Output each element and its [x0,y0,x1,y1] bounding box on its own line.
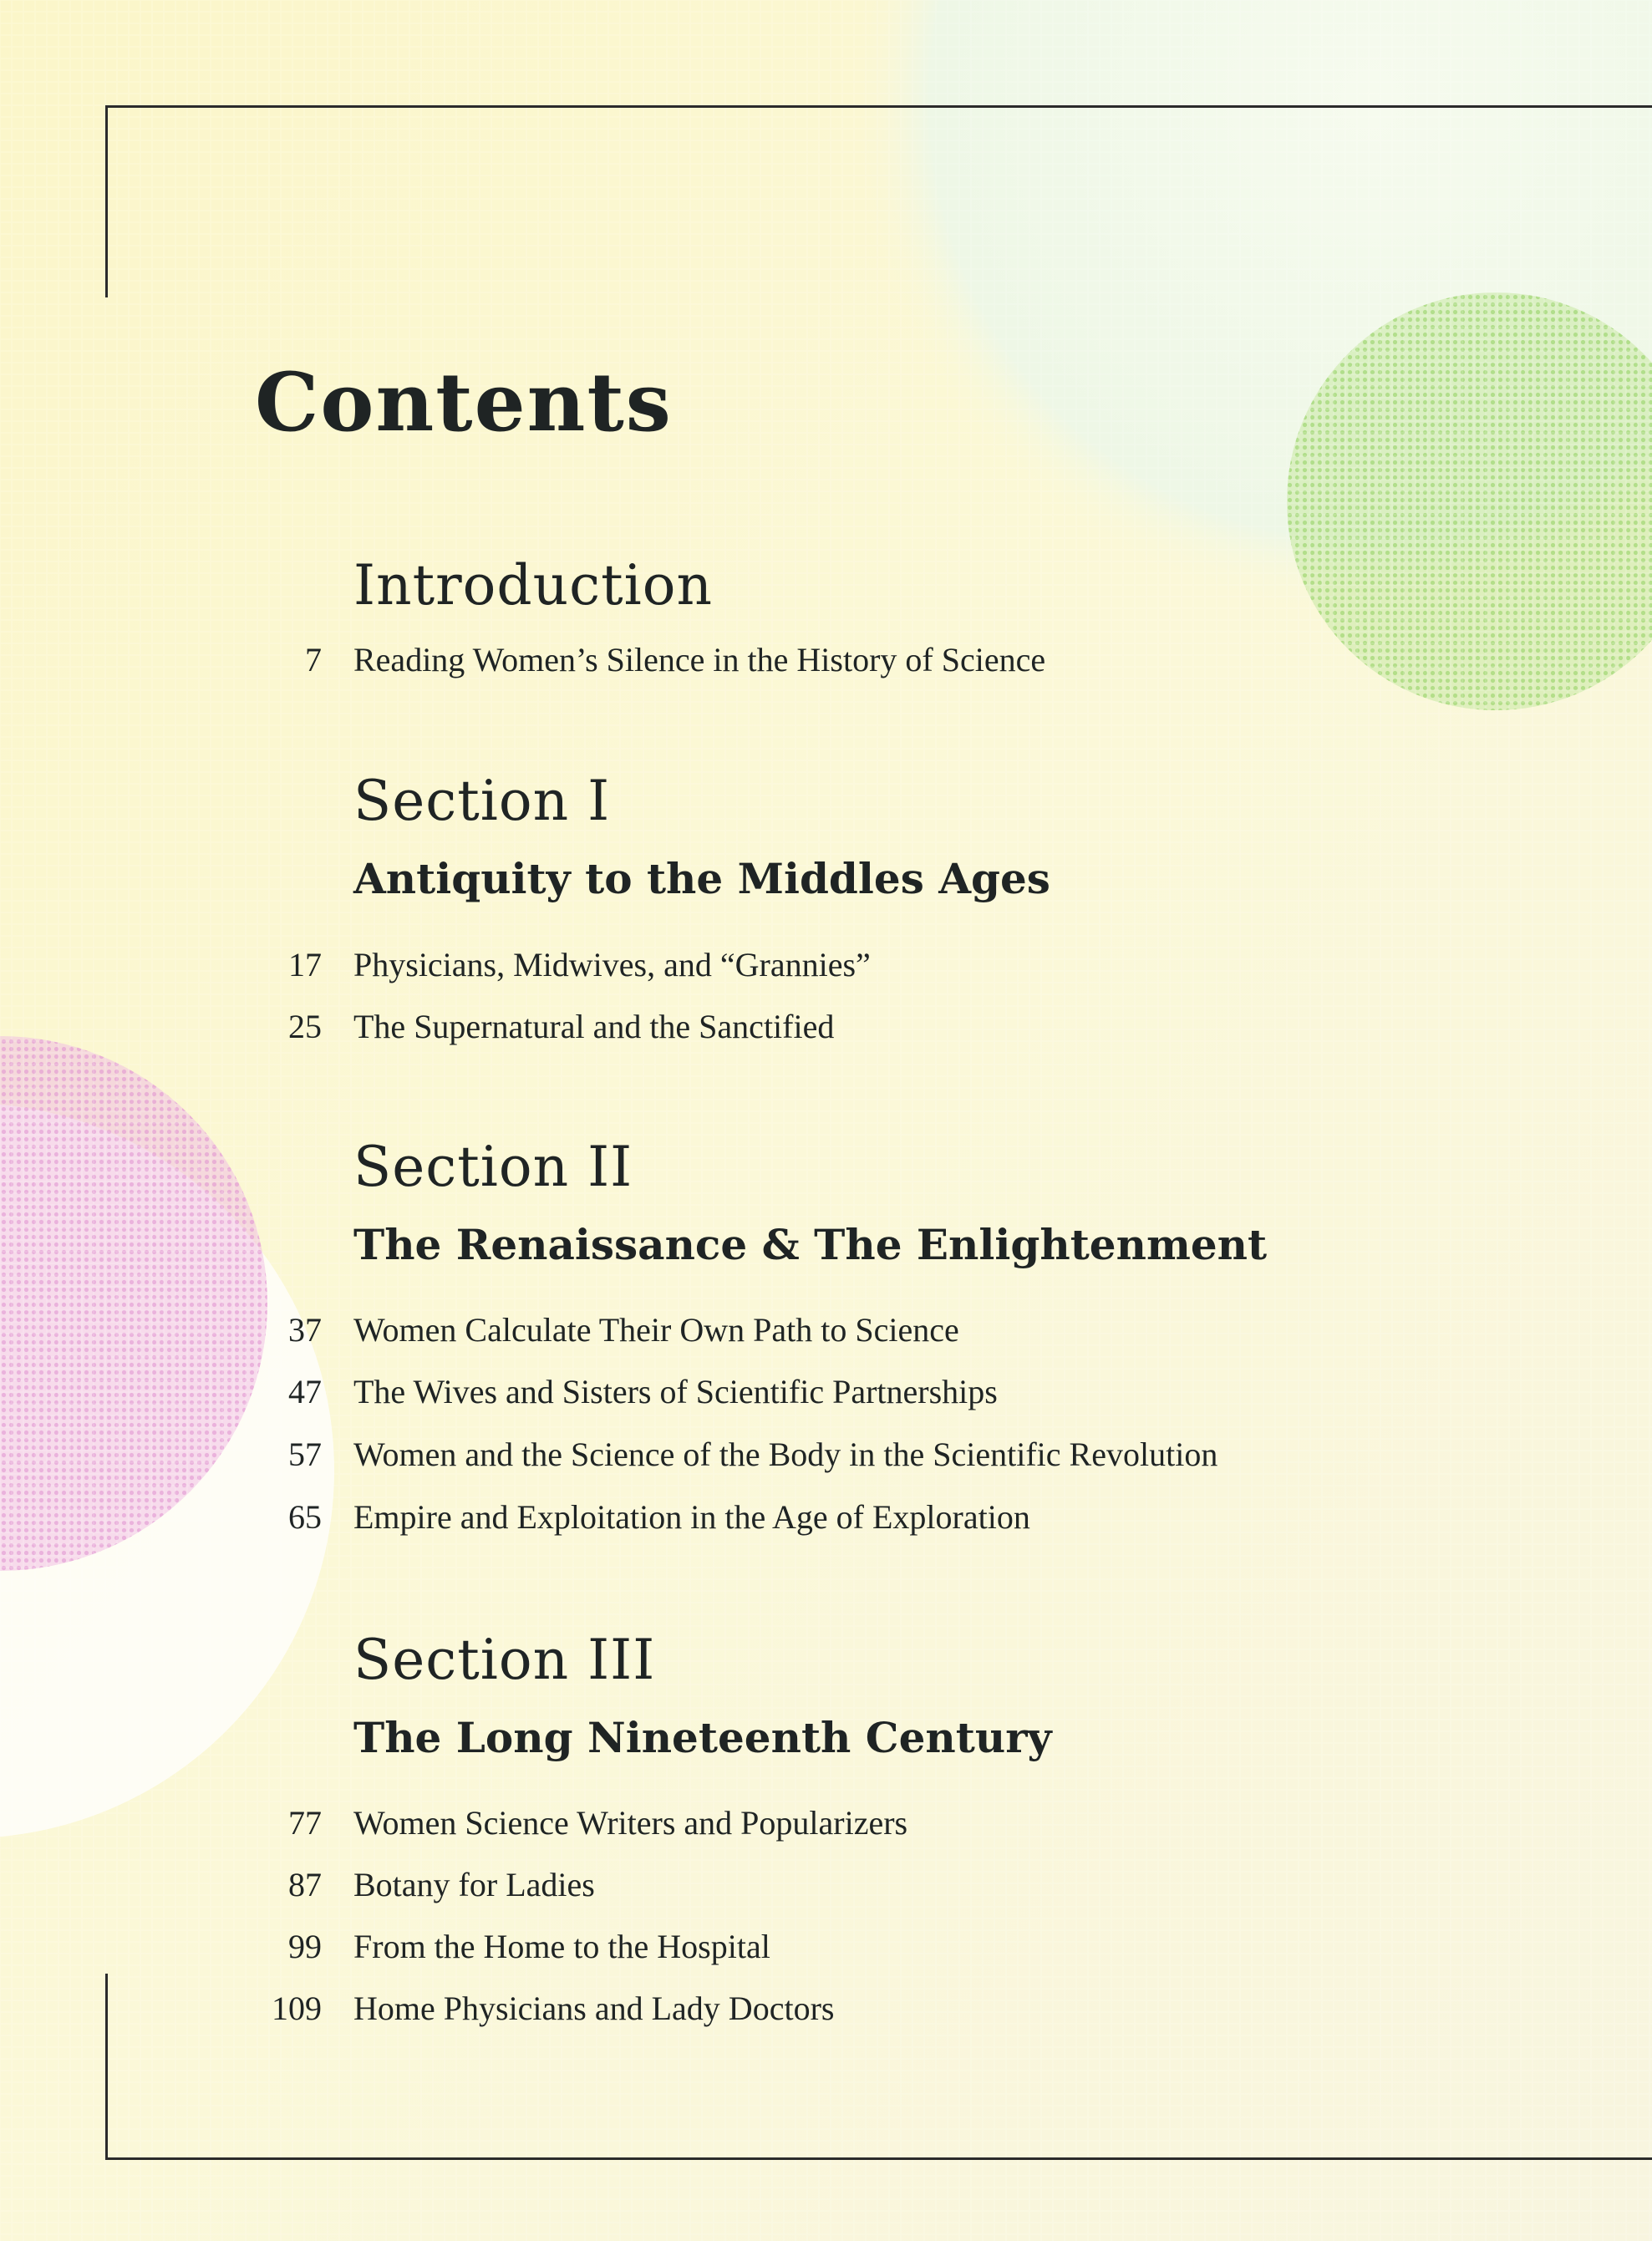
page-number: 109 [272,1989,322,2027]
page-number: 17 [288,946,322,983]
entry-title: Empire and Exploitation in the Age of Exploration [353,1498,1030,1536]
page-number: 65 [288,1498,322,1536]
page-number: 99 [288,1928,322,1965]
section-subtitle-section-2: The Renaissance & The Enlightenment [353,1220,1268,1269]
page-number: 77 [288,1804,322,1842]
section-subtitle-section-1: Antiquity to the Middles Ages [353,854,1050,903]
section-subtitle-section-3: The Long Nineteenth Century [353,1713,1052,1762]
page-number: 47 [288,1373,322,1410]
section-heading-section-2: Section II [353,1135,633,1199]
section-heading-section-1: Section I [353,769,611,833]
toc-entry[interactable] [242,1435,1362,1481]
toc-entry[interactable] [242,1007,1362,1054]
toc-entry[interactable] [242,945,1362,992]
entry-title: Botany for Ladies [353,1866,595,1903]
entry-title: Reading Women’s Silence in the History of Science [353,641,1046,678]
entry-title: From the Home to the Hospital [353,1928,770,1965]
page-number: 37 [288,1311,322,1349]
entry-title: Physicians, Midwives, and “Grannies” [353,946,871,983]
toc-entry[interactable] [242,1497,1362,1544]
toc-entry[interactable] [242,1865,1362,1912]
toc-entry[interactable] [242,1989,1362,2035]
entry-title: The Wives and Sisters of Scientific Partnerships [353,1373,998,1410]
page-number: 7 [305,641,322,678]
section-heading-introduction: Introduction [353,553,713,617]
entry-title: Women Science Writers and Popularizers [353,1804,908,1842]
entry-title: The Supernatural and the Sanctified [353,1008,835,1045]
entry-title: Women and the Science of the Body in the Scientific Revolution [353,1436,1218,1473]
section-heading-section-3: Section III [353,1628,656,1692]
page-number: 57 [288,1436,322,1473]
toc-entry[interactable] [242,1927,1362,1974]
toc-entry[interactable] [242,1310,1362,1357]
page-number: 87 [288,1866,322,1903]
entry-title: Women Calculate Their Own Path to Science [353,1311,959,1349]
toc-entry[interactable] [242,640,1362,687]
toc-entry[interactable] [242,1372,1362,1419]
entry-title: Home Physicians and Lady Doctors [353,1989,835,2027]
page-title: Contents [255,355,673,450]
toc-entry[interactable] [242,1803,1362,1850]
page-number: 25 [288,1008,322,1045]
